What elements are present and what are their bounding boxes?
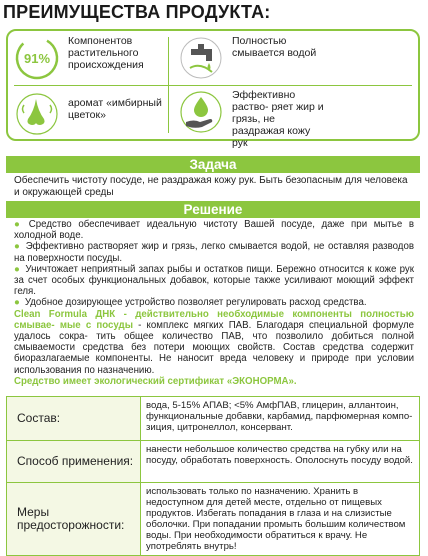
properties-table	[6, 396, 420, 556]
bullet-icon: ●	[14, 219, 24, 230]
list-item: ● Эффективно растворяет жир и грязь, легко смывается водой, не оставляя разводов на поверхности посуды.	[14, 241, 414, 264]
solution-heading: Решение	[6, 201, 420, 218]
benefit-rinses-off	[178, 35, 322, 81]
table-row	[7, 397, 420, 441]
property-value: нанести небольшое количество средства на губку или на посуду, обработать поверхность. Ополоснуть посуду водой.	[141, 441, 420, 483]
nose-icon	[14, 91, 60, 137]
svg-text:91%: 91%	[23, 51, 51, 66]
benefit-plant-origin	[14, 35, 160, 81]
property-label: Меры предосторожности:	[7, 483, 141, 556]
property-value: использовать только по назначению. Хранить в недоступном для детей месте, отдельно от пищевых продуктов. Избегать попадания в глаза и на слизистые оболочки. При попадании промыть большим количеством воды. При необходимости обратиться к врачу. Не употреблять внутрь!	[141, 483, 420, 556]
solution-body	[14, 219, 414, 387]
bullet-icon: ●	[14, 297, 20, 309]
property-label: Состав:	[7, 397, 141, 441]
property-label: Способ применения:	[7, 441, 141, 483]
benefit-gentle	[178, 89, 328, 149]
property-value: вода, 5-15% АПАВ; <5% АмфПАВ, глицерин, аллантоин, функциональные добавки, карбамид, парфюмерная компо- зиция, цитронеллол, консервант.	[141, 397, 420, 441]
table-row	[7, 483, 420, 556]
hand-drop-icon	[178, 89, 224, 135]
percent-91-icon	[14, 35, 60, 81]
bullet-icon: ●	[14, 241, 21, 253]
faucet-icon	[178, 35, 224, 81]
task-text: Обеспечить чистоту посуде, не раздражая кожу рук. Быть безопасным для человека и окружающей среды	[14, 175, 408, 198]
benefit-text: аромат «имбирный цветок»	[68, 97, 162, 121]
page-title: ПРЕИМУЩЕСТВА ПРОДУКТА:	[3, 2, 271, 22]
clean-formula-lead: Clean Formula ДНК - действительно необходимые компоненты полностью смывае- мые с посуды	[14, 308, 414, 331]
benefit-text: Компонентов растительного происхождения	[68, 35, 144, 71]
list-item: ● Уничтожает неприятный запах рыбы и остатков пищи. Бережно относится к коже рук за счет особых функциональных добавок, которые также усиливают моющий эффект геля.	[14, 263, 414, 298]
benefit-text: Эффективно раство- ряет жир и грязь, не раздражая кожу рук	[232, 89, 324, 149]
divider	[14, 85, 412, 86]
benefits-panel	[6, 29, 420, 149]
benefit-aroma	[14, 91, 162, 137]
table-row	[7, 441, 420, 483]
bullet-icon: ●	[14, 263, 21, 275]
certificate-text: Средство имеет экологический сертификат «ЭКОНОРМА».	[14, 375, 297, 387]
clean-formula-paragraph: Clean Formula ДНК - действительно необходимые компоненты полностью смывае- мые с посуды - комплекс мягких ПАВ. Благодаря специальной формуле удалось сокра- тить общее количество ПАВ, что позволило добиться полной смываемости средства без потери моющих свойств. Состав средства содержит биоразлагаемые компоненты. Не наносит вреда человеку и природе при условии использования по назначению.	[14, 308, 414, 376]
benefit-text: Полностью смывается водой	[232, 35, 317, 59]
task-heading: Задача	[6, 156, 420, 173]
list-item: ● Средство обеспечивает идеальную чистоту Вашей посуде, даже при мытье в холодной воде.	[14, 219, 414, 242]
list-item: ● Удобное дозирующее устройство позволяет регулировать расход средства.	[14, 297, 367, 309]
